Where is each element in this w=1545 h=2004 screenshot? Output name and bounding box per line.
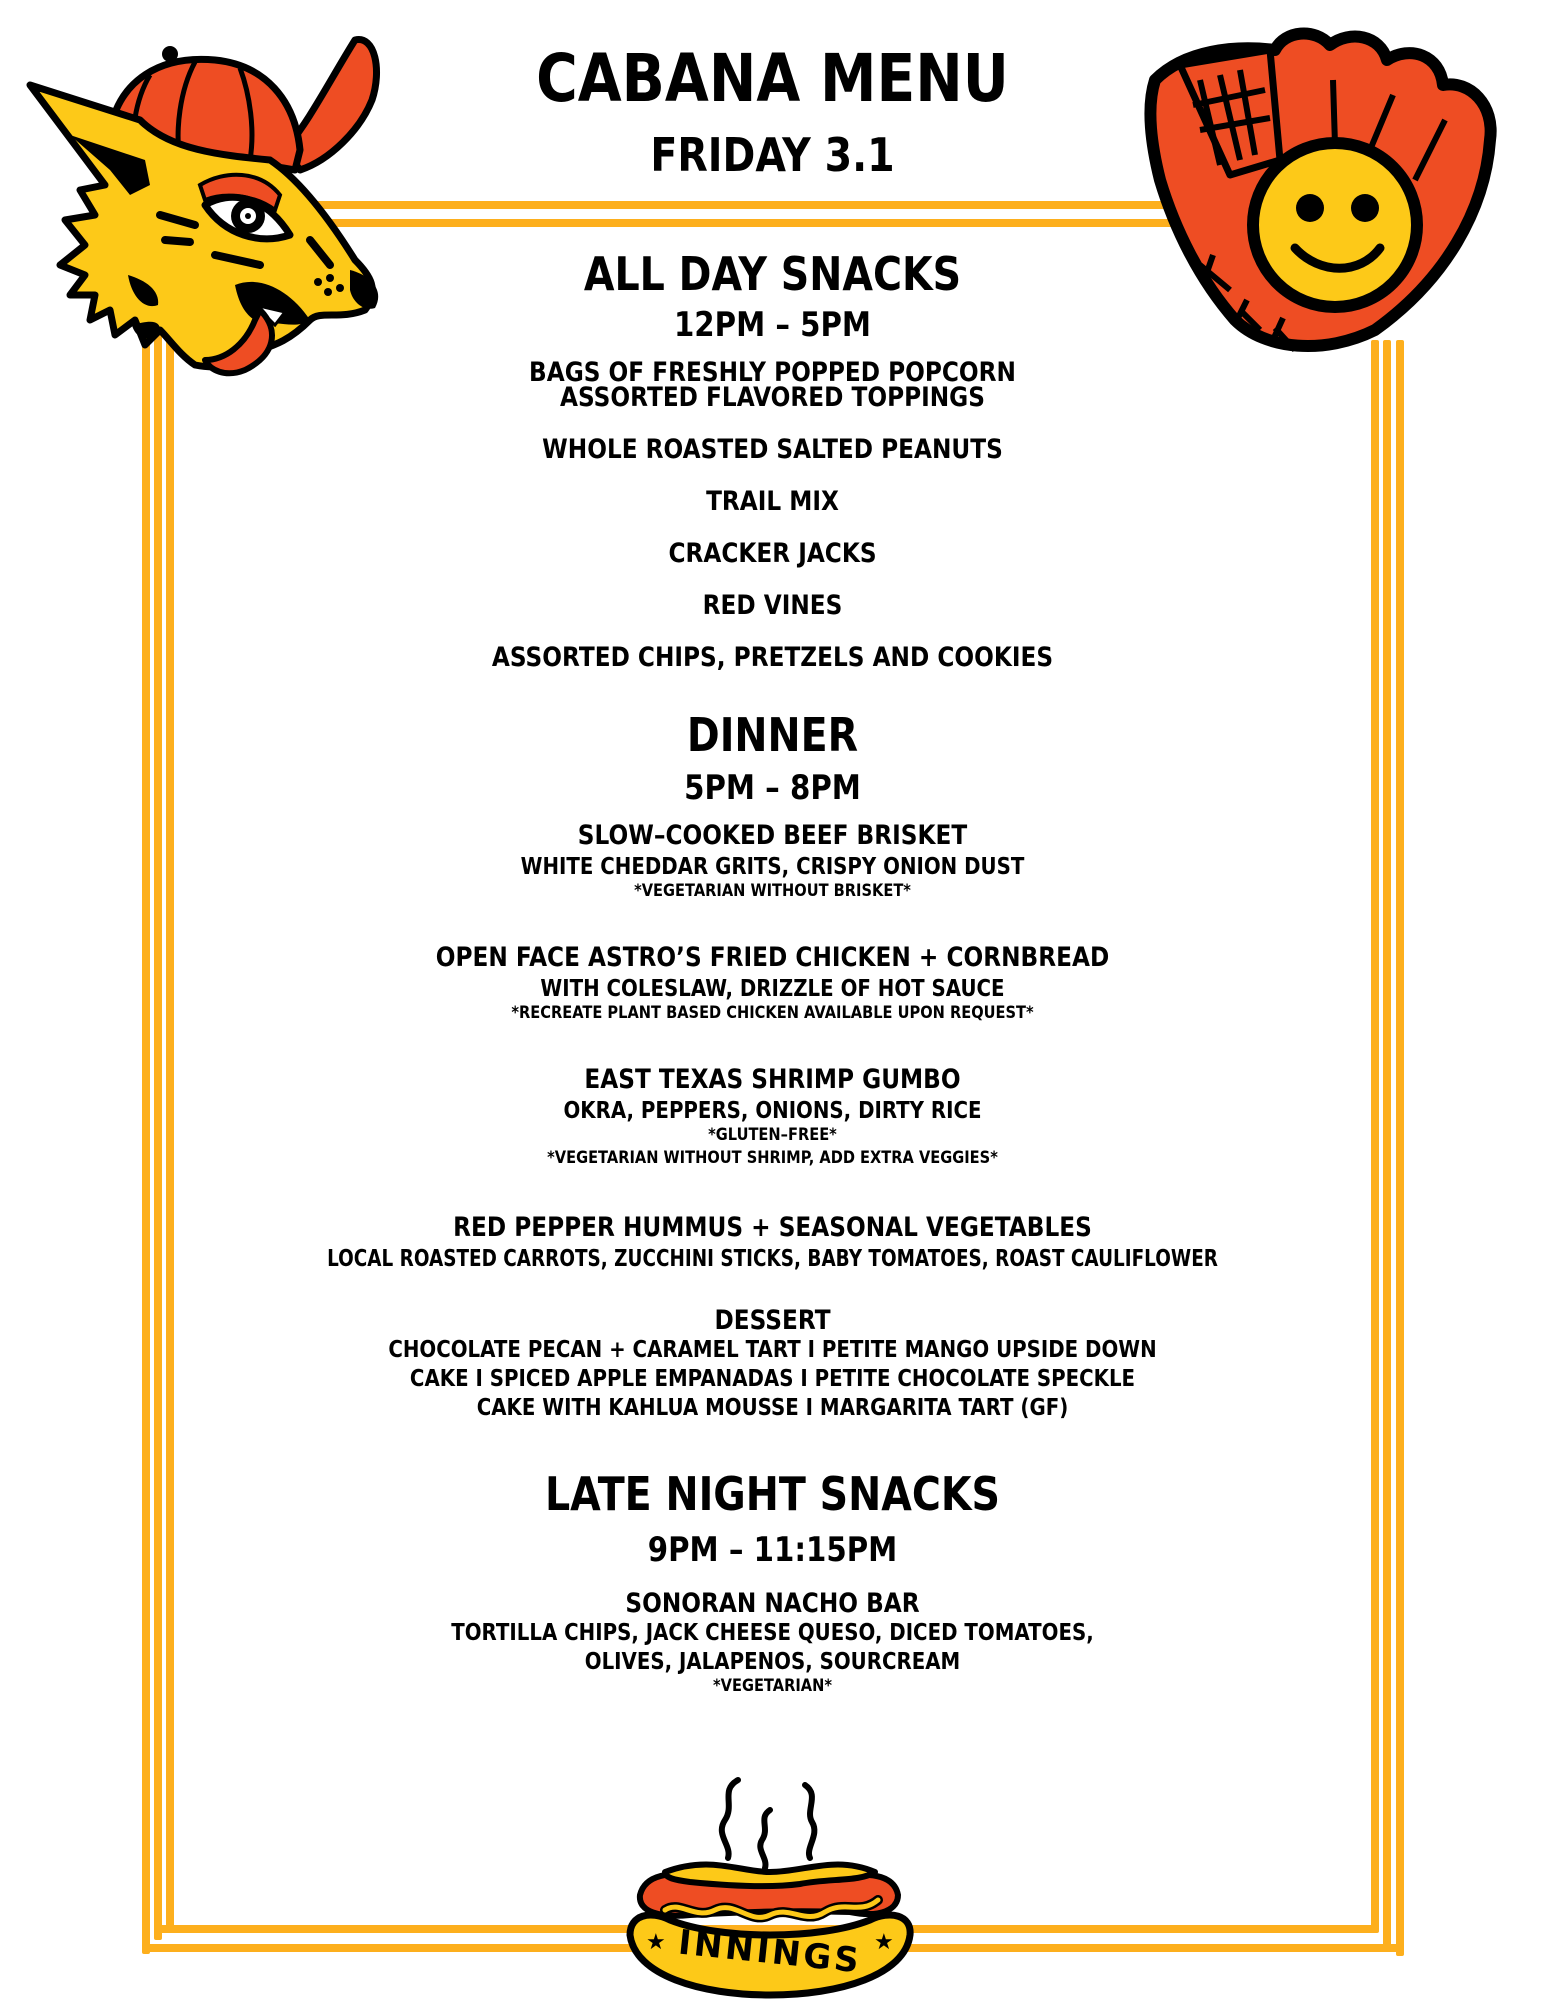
- dinner-item-note: *RECREATE PLANT BASED CHICKEN AVAILABLE UPON REQUEST*: [511, 1003, 1034, 1023]
- section-title-all-day-snacks: ALL DAY SNACKS: [583, 247, 962, 301]
- section-title-late-night-snacks: LATE NIGHT SNACKS: [544, 1467, 1001, 1521]
- snack-item: CRACKER JACKS: [668, 538, 877, 569]
- section-time-all-day-snacks: 12PM – 5PM: [673, 305, 872, 345]
- dessert-description: CAKE I SPICED APPLE EMPANADAS I PETITE CHOCOLATE SPECKLE: [409, 1366, 1136, 1392]
- innings-logo-text: INNINGS: [676, 1922, 864, 1982]
- snack-item-detail: ASSORTED FLAVORED TOPPINGS: [560, 382, 985, 413]
- innings-logo: [620, 1760, 920, 2000]
- dessert-description: CHOCOLATE PECAN + CARAMEL TART I PETITE MANGO UPSIDE DOWN: [388, 1337, 1157, 1363]
- snack-item: WHOLE ROASTED SALTED PEANUTS: [542, 434, 1003, 465]
- star-icon-left: ★: [646, 1930, 666, 1955]
- star-icon-right: ★: [874, 1930, 894, 1955]
- menu-date: FRIDAY 3.1: [650, 128, 895, 182]
- dinner-item-description: OKRA, PEPPERS, ONIONS, DIRTY RICE: [563, 1098, 982, 1124]
- dinner-item-description: WITH COLESLAW, DRIZZLE OF HOT SAUCE: [540, 976, 1005, 1002]
- frame-right-line-2: [1383, 340, 1391, 1952]
- snack-item: RED VINES: [702, 590, 843, 621]
- section-time-dinner: 5PM – 8PM: [684, 768, 861, 808]
- dessert-description: CAKE WITH KAHLUA MOUSSE I MARGARITA TART (GF): [476, 1395, 1069, 1421]
- dinner-item-name: RED PEPPER HUMMUS + SEASONAL VEGETABLES: [453, 1212, 1092, 1243]
- late-night-item-description: TORTILLA CHIPS, JACK CHEESE QUESO, DICED TOMATOES,: [451, 1620, 1094, 1646]
- dessert-title: DESSERT: [714, 1305, 831, 1336]
- dinner-item-note: *GLUTEN–FREE*: [708, 1125, 837, 1145]
- menu-title: CABANA MENU: [536, 40, 1009, 117]
- snack-item: BAGS OF FRESHLY POPPED POPCORN: [529, 357, 1016, 388]
- snack-item: TRAIL MIX: [706, 486, 839, 517]
- dinner-item-name: OPEN FACE ASTRO’S FRIED CHICKEN + CORNBREAD: [435, 942, 1110, 973]
- section-title-dinner: DINNER: [686, 708, 859, 762]
- late-night-item-description: OLIVES, JALAPENOS, SOURCREAM: [584, 1649, 961, 1675]
- dinner-item-description: WHITE CHEDDAR GRITS, CRISPY ONION DUST: [520, 854, 1025, 880]
- dinner-item-note: *VEGETARIAN WITHOUT BRISKET*: [634, 881, 911, 901]
- dinner-item-name: SLOW–COOKED BEEF BRISKET: [577, 820, 968, 851]
- dinner-item-note: *VEGETARIAN WITHOUT SHRIMP, ADD EXTRA VEGGIES*: [547, 1148, 998, 1168]
- late-night-item-note: *VEGETARIAN*: [712, 1676, 832, 1696]
- section-time-late-night-snacks: 9PM – 11:15PM: [647, 1530, 898, 1570]
- snack-item: ASSORTED CHIPS, PRETZELS AND COOKIES: [491, 642, 1054, 673]
- dinner-item-description: LOCAL ROASTED CARROTS, ZUCCHINI STICKS, BABY TOMATOES, ROAST CAULIFLOWER: [327, 1246, 1218, 1272]
- late-night-item-name: SONORAN NACHO BAR: [625, 1588, 920, 1619]
- dinner-item-name: EAST TEXAS SHRIMP GUMBO: [584, 1064, 961, 1095]
